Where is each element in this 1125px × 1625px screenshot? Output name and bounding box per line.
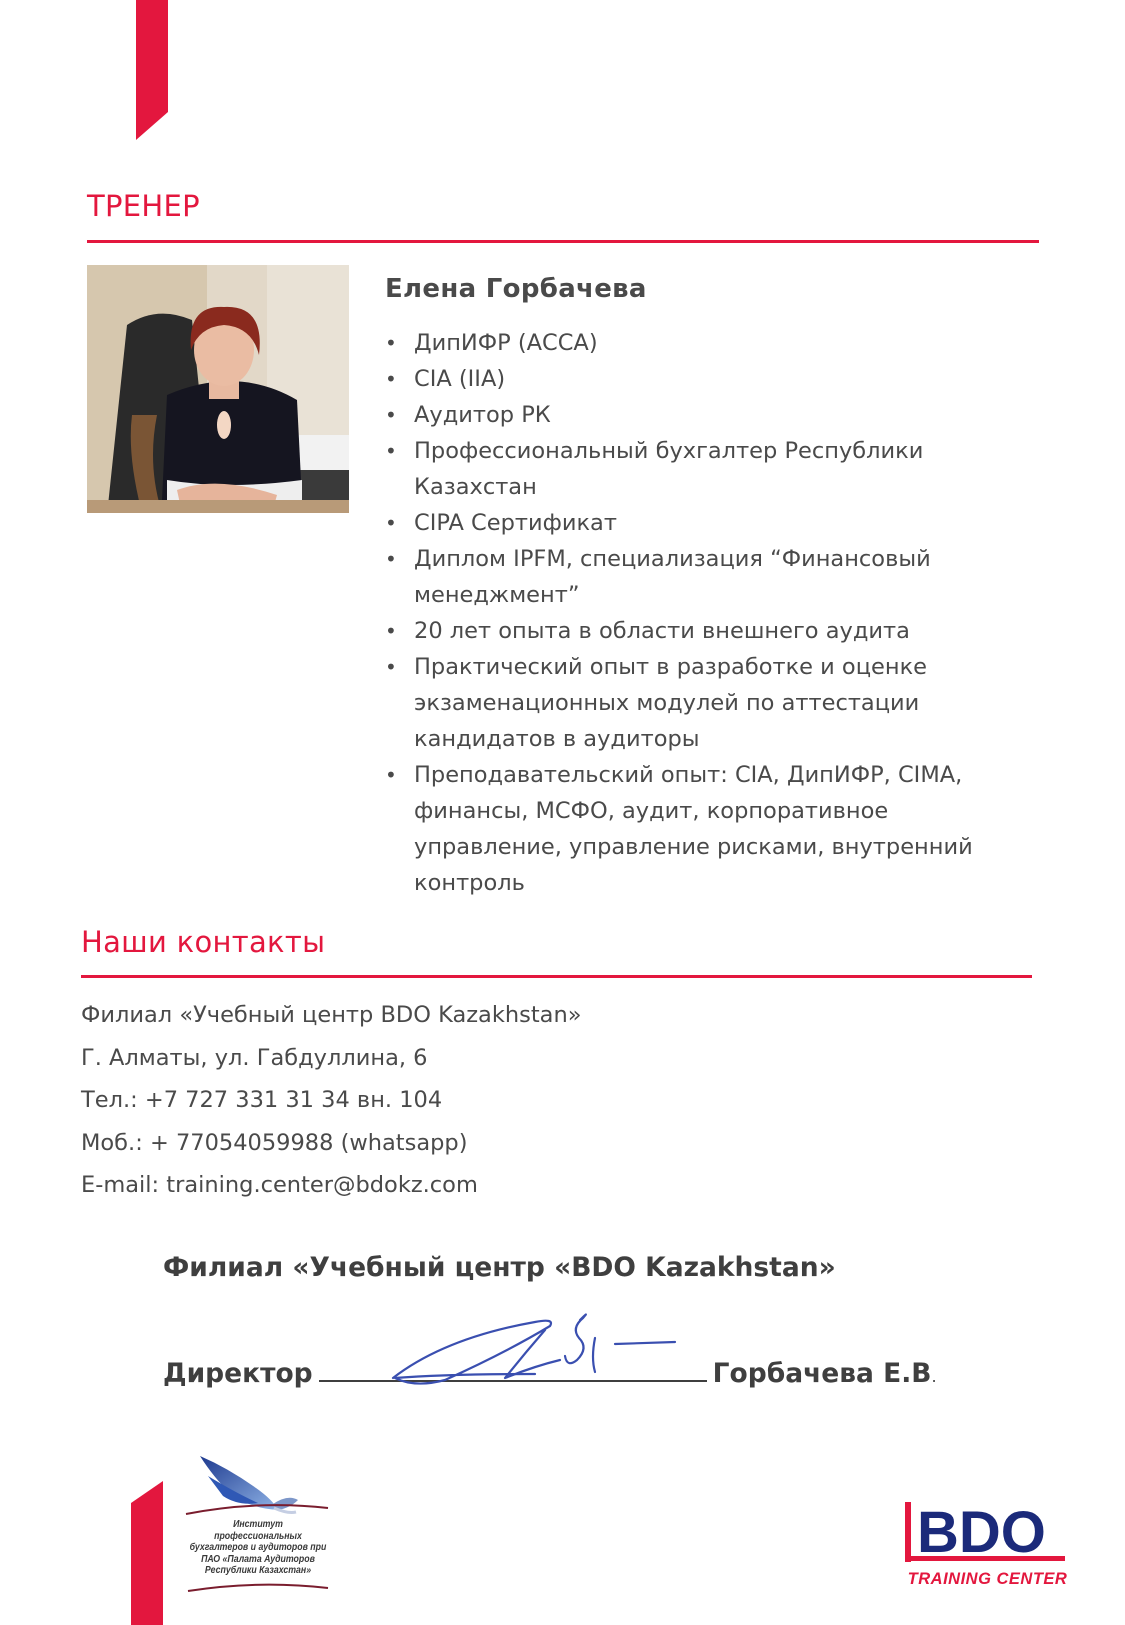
trainer-name: Елена Горбачева	[385, 274, 647, 304]
credentials-list	[385, 325, 985, 901]
bullet-icon: •	[385, 331, 397, 355]
signature-org: Филиал «Учебный центр «BDO Kazakhstan»	[163, 1252, 836, 1283]
list-item	[385, 433, 985, 505]
bullet-icon: •	[385, 403, 397, 427]
bdo-logo-text: BDO	[917, 1500, 1046, 1564]
director-dot: .	[931, 1367, 937, 1386]
contact-email: E-mail: training.center@bdokz.com	[81, 1172, 478, 1198]
list-item	[385, 613, 985, 649]
bullet-icon: •	[385, 367, 397, 391]
bullet-icon: •	[385, 547, 397, 571]
contact-address: Г. Алматы, ул. Габдуллина, 6	[81, 1044, 428, 1071]
credential-text: Преподавательский опыт: CIA, ДипИФР, CIMA, финансы, МСФО, аудит, корпоративное управление, управление рисками, внутренний контроль	[414, 762, 973, 896]
bullet-icon: •	[385, 655, 397, 679]
bullet-icon: •	[385, 763, 397, 787]
section-divider-contacts	[81, 975, 1032, 978]
credential-text: Практический опыт в разработке и оценке экзаменационных модулей по аттестации кандидатов в аудиторы	[414, 654, 927, 752]
section-title-contacts: Наши контакты	[81, 925, 326, 959]
bullet-icon: •	[385, 439, 397, 463]
list-item	[385, 397, 985, 433]
credential-text: ДипИФР (АССА)	[414, 330, 598, 356]
list-item	[385, 757, 985, 901]
bdo-logo-icon	[905, 1500, 1070, 1564]
contact-phone: Тел.: +7 727 331 31 34 вн. 104	[81, 1087, 443, 1113]
contact-mobile: Моб.: + 77054059988 (whatsapp)	[81, 1129, 468, 1156]
credential-text: CIA (IIA)	[414, 366, 506, 392]
bullet-icon: •	[385, 619, 397, 643]
director-name: Горбачева Е.В	[712, 1358, 932, 1389]
credential-text: Аудитор РК	[414, 402, 551, 428]
bullet-icon: •	[385, 511, 397, 535]
list-item	[385, 541, 985, 613]
credential-text: Диплом IPFM, специализация “Финансовый менеджмент”	[414, 546, 931, 608]
list-item	[385, 505, 985, 541]
credential-text: 20 лет опыта в области внешнего аудита	[414, 618, 910, 644]
signature-icon	[385, 1308, 685, 1390]
list-item	[385, 325, 985, 361]
list-item	[385, 649, 985, 757]
trainer-photo	[87, 265, 349, 513]
credential-text: CIPA Сертификат	[414, 510, 617, 536]
section-title-trainer: ТРЕНЕР	[87, 189, 200, 223]
section-divider-trainer	[87, 240, 1039, 243]
list-item	[385, 361, 985, 397]
institute-text: Институт профессиональных бухгалтеров и аудиторов при ПАО «Палата Аудиторов Республики Казахстан»	[189, 1519, 327, 1576]
contact-list	[81, 994, 581, 1207]
credential-text: Профессиональный бухгалтер Республики Казахстан	[414, 438, 924, 500]
bdo-subtitle: TRAINING CENTER	[907, 1570, 1068, 1588]
red-accent-top	[136, 0, 168, 140]
director-label: Директор	[163, 1358, 313, 1389]
contact-branch: Филиал «Учебный центр BDO Kazakhstan»	[81, 1002, 582, 1028]
red-accent-bottom	[131, 1481, 163, 1625]
